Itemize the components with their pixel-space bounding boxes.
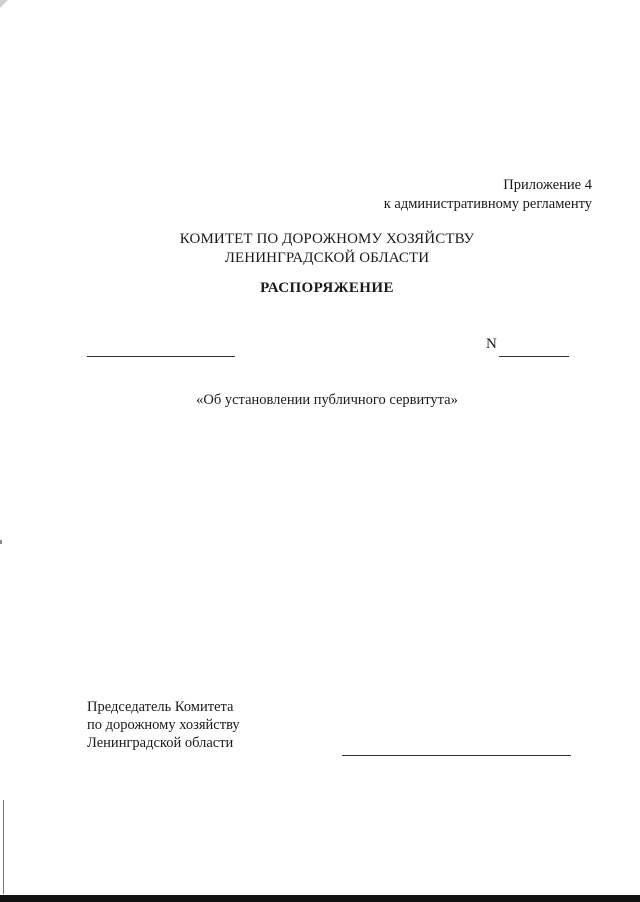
- scan-corner-mark: [0, 0, 8, 8]
- signatory-position-line1: Председатель Комитета: [87, 699, 234, 715]
- committee-name: [0, 230, 640, 268]
- scan-edge-left: [3, 800, 4, 894]
- scan-speck: [0, 540, 2, 544]
- document-subject: «Об установлении публичного сервитута»: [196, 392, 458, 408]
- annex-reference: к административному регламенту: [383, 196, 592, 212]
- committee-name-line2: ЛЕНИНГРАДСКОЙ ОБЛАСТИ: [224, 250, 430, 266]
- annex-block: [384, 176, 592, 214]
- committee-name-line1: КОМИТЕТ ПО ДОРОЖНОМУ ХОЗЯЙСТВУ: [179, 231, 475, 247]
- number-label: N: [486, 336, 497, 352]
- date-blank-line: [87, 356, 235, 357]
- signatory-position-line2: по дорожному хозяйству: [87, 717, 240, 733]
- annex-title: Приложение 4: [503, 177, 592, 193]
- scan-edge-bottom: [0, 895, 640, 902]
- document-type-title: РАСПОРЯЖЕНИЕ: [260, 280, 394, 296]
- signature-blank-line: [342, 755, 571, 756]
- signatory-position-line3: Ленинградской области: [87, 735, 234, 751]
- number-blank-line: [499, 356, 569, 357]
- signatory-block: [87, 698, 240, 752]
